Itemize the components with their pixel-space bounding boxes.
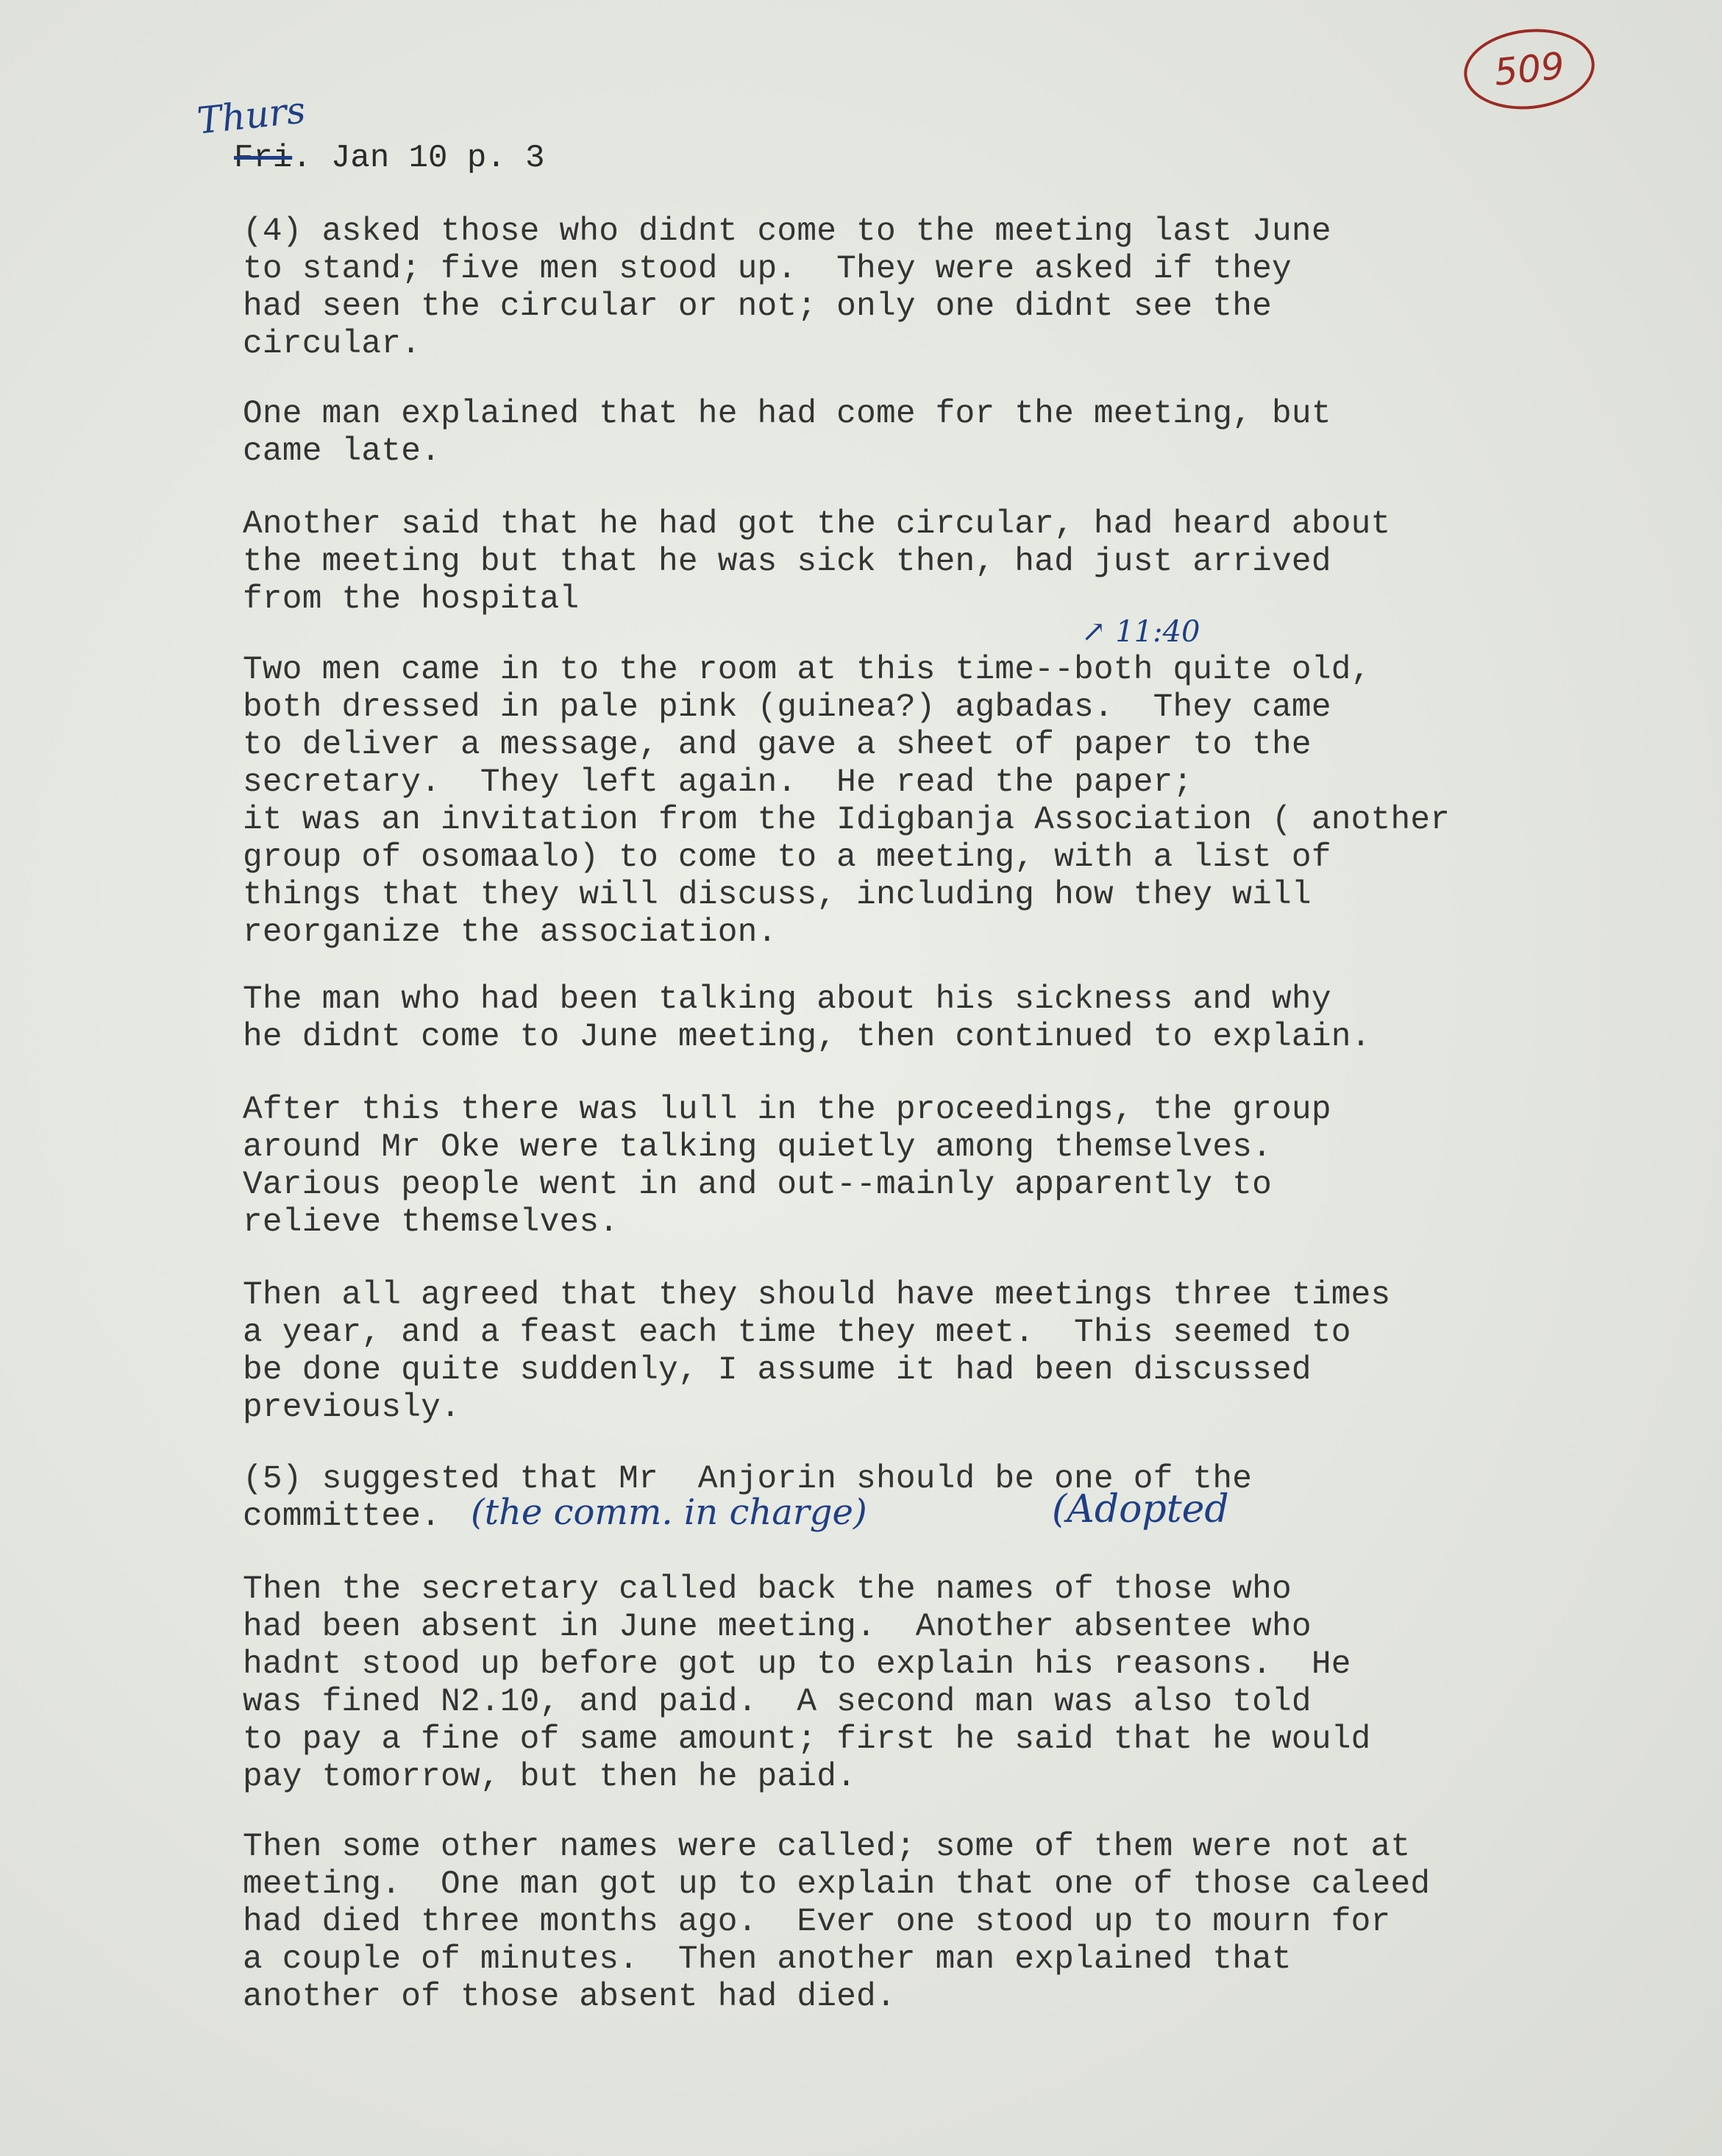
header-date: . Jan 10 p. 3 <box>292 140 545 177</box>
paragraph-4: Two men came in to the room at this time--both quite old, both dressed in pale pink (guinea?) agbadas. They came to deliver a message, and gave a sheet of paper to the secretary. They left again. He read the paper; it was an invitation from the Idigbanja Association ( another group of osomaalo) to come to a meeting, with a list of things that they will discuss, including how they will reorganize the association. <box>243 652 1451 951</box>
paragraph-2: One man explained that he had come for the meeting, but came late. <box>243 396 1331 470</box>
paragraph-7: Then all agreed that they should have meetings three times a year, and a feast each time they meet. This seemed to be done quite suddenly, I assume it had been discussed previously. <box>243 1277 1391 1426</box>
page-header <box>234 140 544 177</box>
paragraph-8: (5) suggested that Mr Anjorin should be one of the committee. <box>243 1461 1253 1535</box>
struck-day: Fri <box>234 140 293 177</box>
paragraph-6: After this there was lull in the proceedings, the group around Mr Oke were talking quietly among themselves. Various people went in and out--mainly apparently to relieve themselves. <box>243 1092 1331 1241</box>
time-annotation: ↗ 11:40 <box>1081 615 1200 649</box>
page-number-circle <box>1460 23 1598 115</box>
paragraph-9: Then the secretary called back the names of those who had been absent in June meeting. Another absentee who hadnt stood up before got up to explain his reasons. He was fined N2.10, and paid. A second man was also told to pay a fine of same amount; first he said that he would pay tomorrow, but then he paid. <box>243 1571 1371 1796</box>
handwritten-day: Thurs <box>195 88 307 143</box>
paragraph-5: The man who had been talking about his sickness and why he didnt come to June meeting, then continued to explain. <box>243 981 1371 1056</box>
paragraph-1: (4) asked those who didnt come to the meeting last June to stand; five men stood up. They were asked if they had seen the circular or not; only one didnt see the circular. <box>243 213 1331 363</box>
paragraph-10: Then some other names were called; some of them were not at meeting. One man got up to explain that one of those caleed had died three months ago. Ever one stood up to mourn for a couple of minutes. Then another man explained that another of those absent had died. <box>243 1829 1431 2016</box>
page-number: 509 <box>1492 44 1567 94</box>
committee-annotation: (the comm. in charge) <box>471 1492 867 1533</box>
paragraph-3: Another said that he had got the circular, had heard about the meeting but that he was sick then, had just arrived from the hospital <box>243 506 1391 618</box>
adopted-annotation: (Adopted <box>1052 1487 1229 1531</box>
